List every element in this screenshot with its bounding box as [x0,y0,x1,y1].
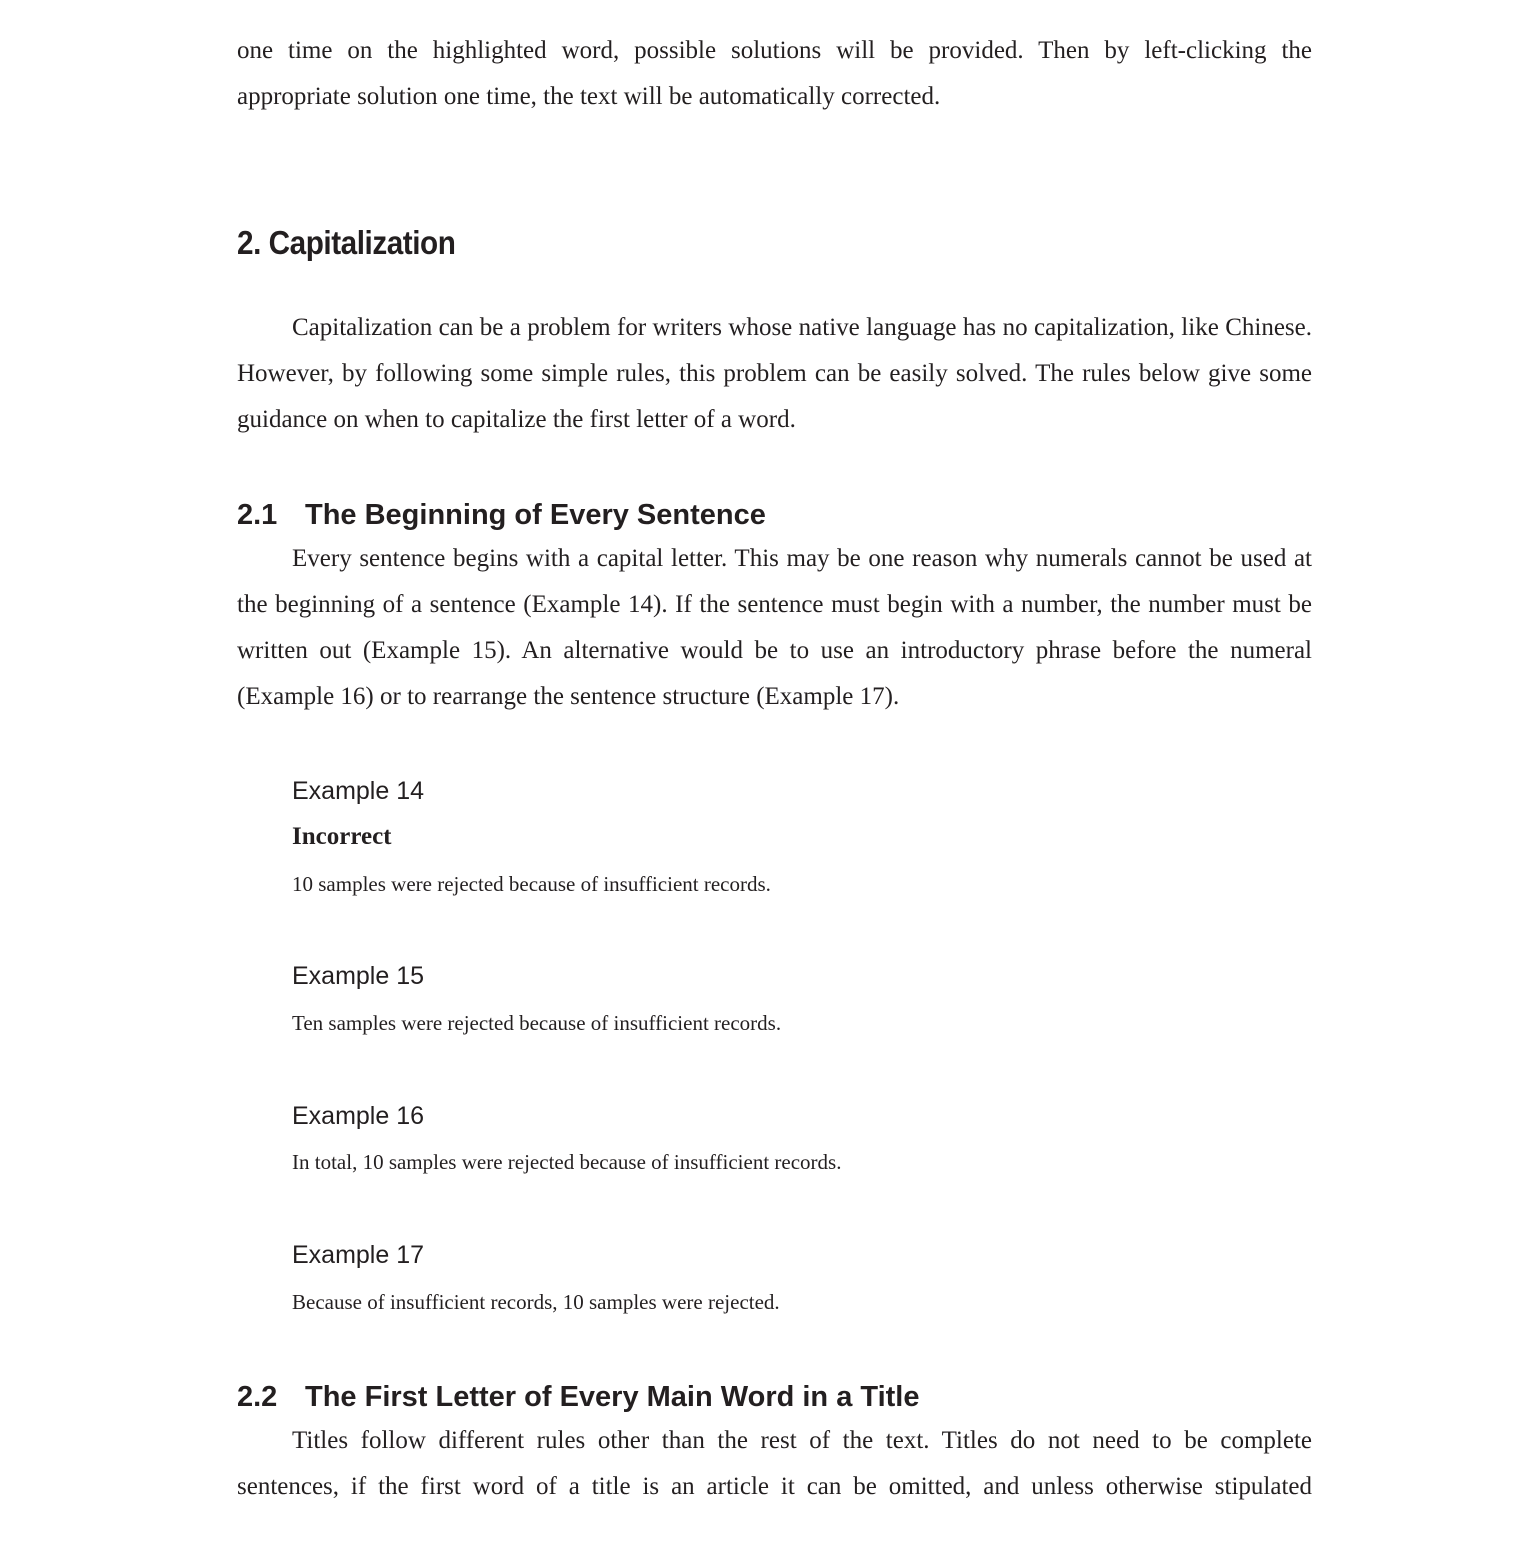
example-16-text: In total, 10 samples were rejected because of insufficient records. [292,1150,842,1174]
example-17-label: Example 17 [292,1241,425,1269]
example-15-text: Ten samples were rejected because of insufficient records. [292,1011,782,1035]
intro-line-2: appropriate solution one time, the text will be automatically corrected. [237,83,941,110]
subsection-title: The First Letter of Every Main Word in a Title [305,1381,920,1413]
title-rules-paragraph: Titles follow different rules other than the rest of the text. Titles do not need to be complete sentences, if the first word of a title is an article it can be omitted, and unless otherwise stipulated [237,1427,1312,1500]
intro-line-1: one time on the highlighted word, possible solutions will be provided. Then by left-clicking the [237,37,1312,64]
example-17-text: Because of insufficient records, 10 samples were rejected. [292,1290,780,1314]
section-heading-capitalization: 2. Capitalization [237,224,456,261]
subsection-number: 2.2 [237,1381,278,1413]
example-14-label: Example 14 [292,777,425,805]
subsection-number: 2.1 [237,499,278,531]
subsection-title: The Beginning of Every Sentence [305,499,766,531]
subsection-heading-2-2 [237,1379,919,1415]
example-16-label: Example 16 [292,1102,425,1130]
subsection-heading-2-1 [237,497,766,533]
sentence-beginning-paragraph: Every sentence begins with a capital letter. This may be one reason why numerals cannot be used at the beginning of a sentence (Example 14). If the sentence must begin with a number, the number must be written out (Example 15). An alternative would be to use an introductory phrase before the numeral (Example 16) or to rearrange the sentence structure (Example 17). [237,545,1312,710]
example-14-text: 10 samples were rejected because of insufficient records. [292,872,771,896]
example-14-incorrect-label: Incorrect [292,823,392,850]
capitalization-paragraph: Capitalization can be a problem for writers whose native language has no capitalization, like Chinese. However, by following some simple rules, this problem can be easily solved. The rules below give some guidance on when to capitalize the first letter of a word. [237,314,1312,433]
example-15-label: Example 15 [292,962,425,990]
